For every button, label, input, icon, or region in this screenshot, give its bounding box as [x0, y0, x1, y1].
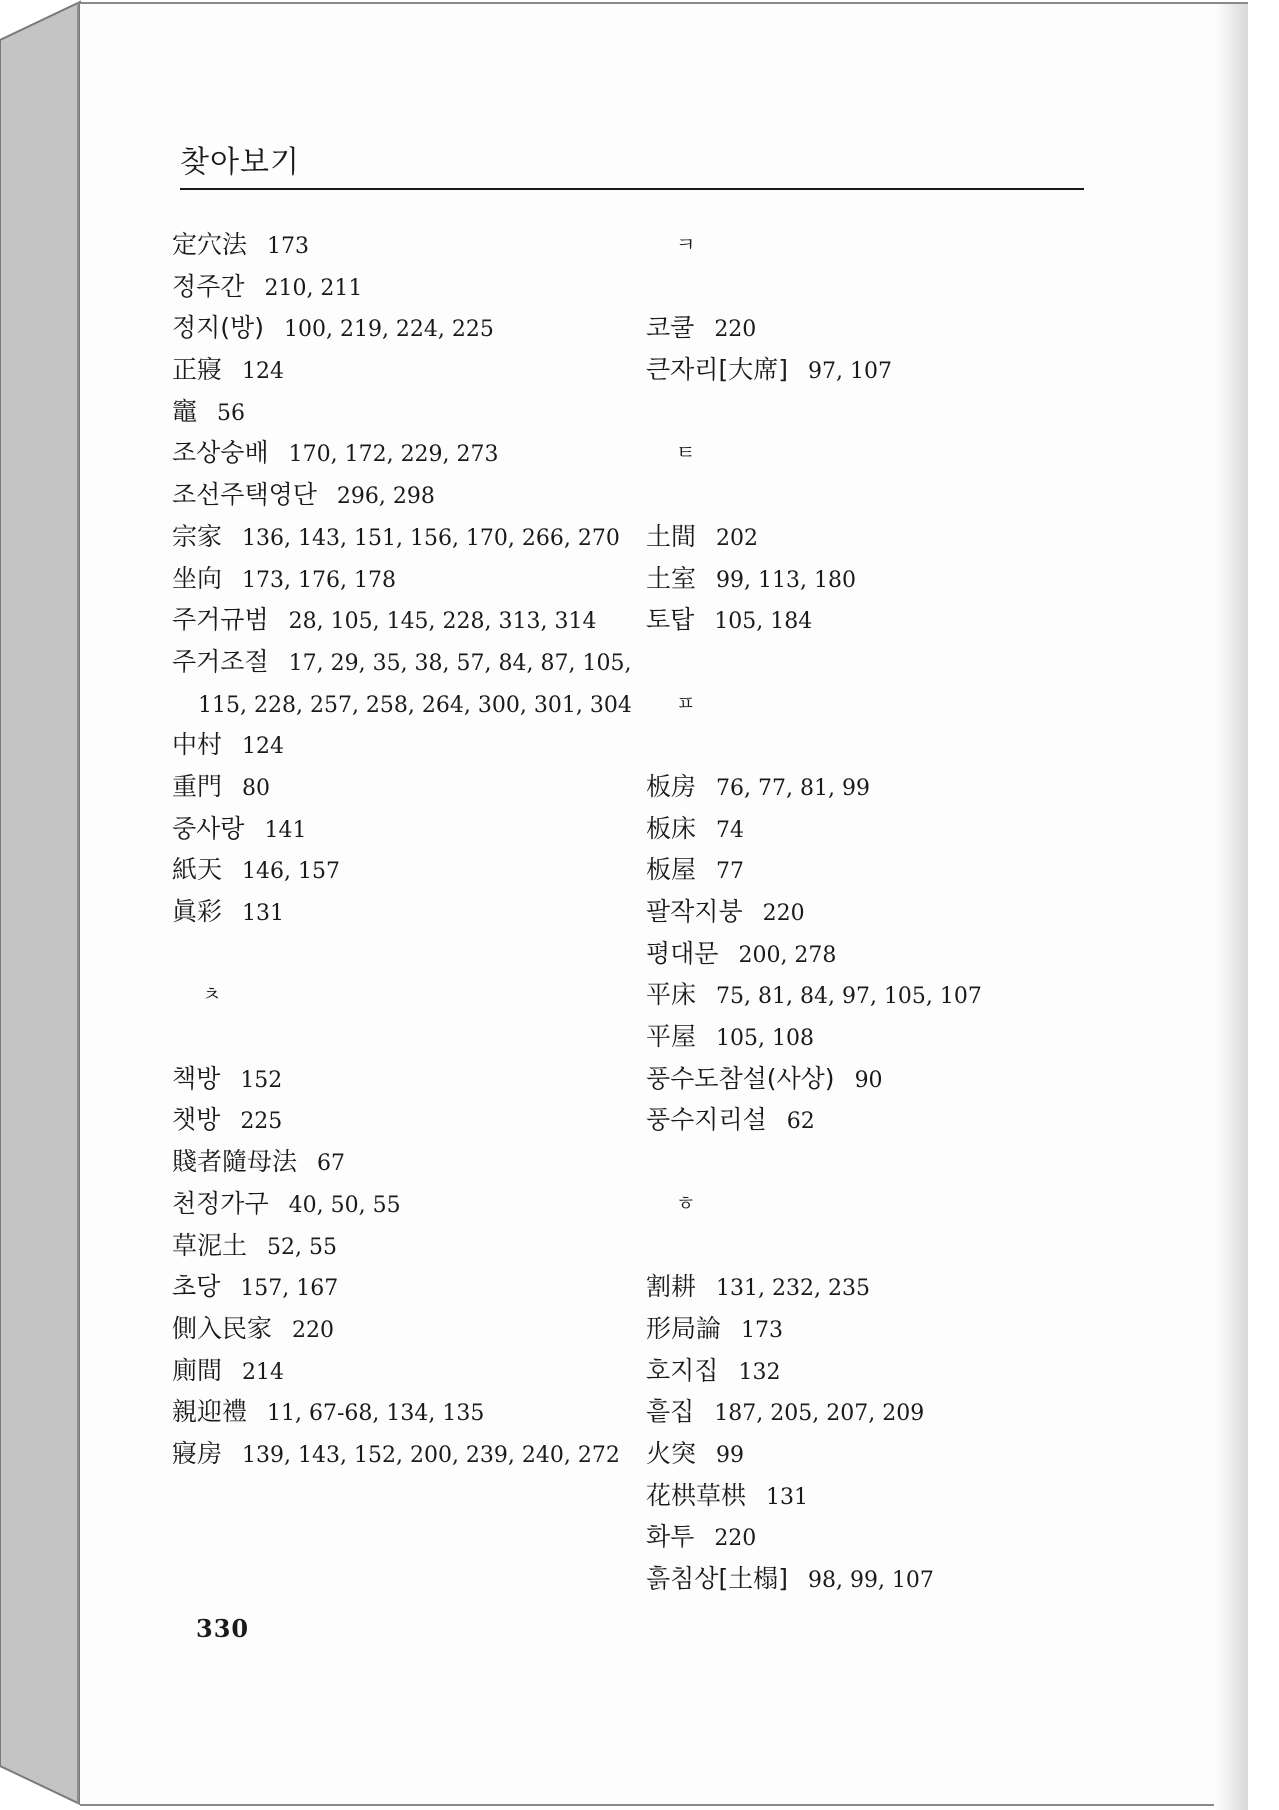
index-entry: [172, 1391, 642, 1433]
index-entry: [172, 1058, 642, 1100]
index-column-right: [646, 224, 1086, 1600]
index-term: 形局論: [646, 1313, 722, 1343]
header-divider: [180, 188, 1084, 190]
index-entry: [646, 558, 1086, 600]
index-entry: [172, 391, 642, 433]
index-spacer: [646, 1225, 1086, 1267]
page-number: 330: [196, 1614, 250, 1643]
index-term: 板床: [646, 813, 697, 843]
index-term: 호지집: [646, 1355, 719, 1385]
index-entry: [172, 307, 642, 349]
index-page-refs: 200, 278: [738, 942, 837, 968]
index-page-refs: 136, 143, 151, 156, 170, 266, 270: [242, 525, 620, 551]
index-page-refs: 187, 205, 207, 209: [714, 1401, 925, 1427]
index-page-refs: 141: [264, 817, 307, 843]
index-entry: [172, 1099, 642, 1141]
index-entry: [172, 1266, 642, 1308]
index-term: 廁間: [172, 1355, 223, 1385]
index-entry: [172, 891, 642, 933]
index-page-refs: 74: [716, 817, 745, 843]
index-page-refs: 124: [242, 359, 285, 385]
index-term: 平屋: [646, 1022, 697, 1052]
index-entry: [172, 1433, 642, 1475]
index-spacer: [646, 1141, 1086, 1183]
index-section-letter: ㅎ: [676, 1190, 696, 1215]
index-page-refs: 11, 67-68, 134, 135: [267, 1401, 485, 1427]
index-page-refs: 210, 211: [264, 275, 363, 301]
index-section-letter: ㅋ: [676, 232, 696, 256]
index-page-refs: 98, 99, 107: [807, 1568, 934, 1593]
index-term: 천정가구: [172, 1188, 269, 1218]
index-page-refs: 131, 232, 235: [716, 1276, 870, 1302]
index-page-refs: 173: [267, 234, 310, 259]
index-entry: [172, 1350, 642, 1392]
index-page-refs: 76, 77, 81, 99: [716, 775, 870, 801]
index-entry: [646, 1475, 1086, 1517]
index-term: 중사랑: [172, 813, 245, 843]
index-entry: [646, 516, 1086, 558]
index-page-refs: 139, 143, 152, 200, 239, 240, 272: [242, 1442, 620, 1468]
index-entry: [646, 1058, 1086, 1100]
index-entry: [646, 1558, 1086, 1600]
index-entry: [172, 1308, 642, 1350]
index-term: 側入民家: [172, 1313, 273, 1343]
index-term: 책방: [172, 1063, 221, 1093]
index-term: 평대문: [646, 938, 719, 968]
index-page-refs: 296, 298: [336, 484, 435, 510]
index-entry: [172, 599, 642, 641]
index-term: 草泥土: [172, 1230, 248, 1260]
index-page-refs: 131: [242, 901, 285, 926]
index-term: 紙天: [172, 855, 223, 885]
index-term: 큰자리[大席]: [646, 355, 788, 385]
index-entry: [646, 1350, 1086, 1392]
index-entry: [172, 1141, 642, 1183]
index-term: 定穴法: [172, 230, 248, 259]
index-page-refs: 56: [217, 400, 246, 426]
index-page-refs: 99: [716, 1442, 745, 1468]
index-page-refs: 146, 157: [242, 859, 340, 885]
index-term: 賤者隨母法: [172, 1147, 298, 1177]
index-page-refs: 28, 105, 145, 228, 313, 314: [288, 609, 597, 635]
index-term: 板屋: [646, 855, 697, 885]
index-page-refs: 90: [854, 1067, 883, 1093]
index-term: 坐向: [172, 563, 223, 593]
index-page-refs: 202: [716, 525, 759, 551]
index-term: 土間: [646, 521, 697, 551]
index-entry: [172, 724, 642, 766]
index-entry: [172, 849, 642, 891]
index-entry: [172, 224, 642, 266]
index-term: 풍수지리설: [646, 1105, 767, 1135]
index-term: 火突: [646, 1438, 697, 1468]
index-entry: [646, 1516, 1086, 1558]
index-term: 割耕: [646, 1272, 697, 1302]
index-entry: [172, 266, 642, 308]
index-page-refs: 132: [738, 1359, 781, 1385]
index-entry: [646, 766, 1086, 808]
index-entry: [172, 766, 642, 808]
index-page-refs: 105, 184: [714, 609, 813, 635]
index-entry: [646, 933, 1086, 975]
index-entry: [646, 349, 1086, 391]
index-page-refs: 225: [240, 1109, 283, 1135]
index-page-refs: 124: [242, 734, 285, 760]
index-page-refs: 220: [714, 1526, 757, 1552]
index-page-refs: 220: [714, 317, 757, 343]
index-entry: [646, 1099, 1086, 1141]
index-entry: [646, 1433, 1086, 1475]
index-term: 주거규범: [172, 605, 269, 635]
index-term: 宗家: [172, 521, 223, 551]
index-term: 花栱草栱: [646, 1480, 747, 1510]
index-term: 重門: [172, 771, 223, 801]
index-section-letter: ㅊ: [202, 982, 222, 1007]
index-page-refs: 173: [741, 1317, 784, 1343]
index-page-refs: 97, 107: [807, 359, 892, 385]
index-term: 正寢: [172, 355, 223, 385]
index-spacer: [172, 933, 642, 975]
index-term: 주거조절: [172, 646, 269, 676]
index-page-refs: 17, 29, 35, 38, 57, 84, 87, 105,: [288, 650, 632, 676]
index-page-refs: 67: [317, 1151, 346, 1177]
index-term: 챗방: [172, 1105, 221, 1135]
index-page-refs: 131: [766, 1484, 809, 1510]
index-page-refs: 152: [240, 1067, 283, 1093]
index-spacer: [646, 266, 1086, 308]
index-term: 흩집: [646, 1397, 695, 1427]
index-term: 土室: [646, 563, 697, 593]
index-entry: [646, 1266, 1086, 1308]
index-entry: [646, 599, 1086, 641]
index-spacer: [646, 724, 1086, 766]
index-page-refs: 170, 172, 229, 273: [288, 442, 499, 468]
index-page-refs: 75, 81, 84, 97, 105, 107: [716, 984, 982, 1010]
index-term: 정주간: [172, 271, 245, 301]
index-term: 조선주택영단: [172, 480, 317, 510]
index-page-refs: 220: [762, 901, 805, 926]
index-page-refs: 220: [292, 1317, 335, 1343]
index-term: 平床: [646, 980, 697, 1010]
index-entry: [172, 808, 642, 850]
index-page-refs: 105, 108: [716, 1026, 814, 1052]
index-page-refs: 77: [716, 859, 745, 885]
index-entry-continuation: [172, 683, 642, 725]
index-page-refs: 100, 219, 224, 225: [283, 317, 494, 343]
index-entry: [646, 974, 1086, 1016]
index-term: 眞彩: [172, 897, 223, 926]
index-entry: [172, 641, 642, 683]
index-term: 풍수도참설(사상): [646, 1063, 835, 1093]
index-page-refs: 173, 176, 178: [242, 567, 396, 593]
index-entry: [172, 516, 642, 558]
index-page-refs: 115, 228, 257, 258, 264, 300, 301, 304: [198, 692, 632, 718]
index-term: 토탑: [646, 605, 695, 635]
book-spine: [0, 0, 82, 1806]
index-page-refs: 52, 55: [267, 1234, 337, 1260]
index-page-refs: 40, 50, 55: [288, 1192, 401, 1218]
index-term: 조상숭배: [172, 438, 269, 468]
index-entry: [646, 808, 1086, 850]
index-entry: [646, 891, 1086, 933]
page-edge-shadow: [1214, 4, 1248, 1810]
index-page-refs: 214: [242, 1359, 285, 1385]
index-term: 親迎禮: [172, 1397, 248, 1427]
index-term: 板房: [646, 771, 697, 801]
page-title: 찾아보기: [180, 145, 300, 180]
index-entry: [172, 558, 642, 600]
index-term: 寢房: [172, 1438, 223, 1468]
index-entry: [172, 474, 642, 516]
index-term: 화투: [646, 1522, 695, 1552]
index-section-letter: ㅍ: [676, 690, 696, 715]
index-entry: [172, 1183, 642, 1225]
index-term: 팔작지붕: [646, 897, 743, 926]
index-entry: [172, 1225, 642, 1267]
index-section-letter: ㅌ: [676, 440, 696, 465]
index-column-left: [172, 224, 642, 1475]
index-term: 정지(방): [172, 313, 264, 343]
index-entry: [646, 1016, 1086, 1058]
index-page-refs: 157, 167: [240, 1276, 339, 1302]
index-entry: [646, 1308, 1086, 1350]
index-page-refs: 80: [242, 775, 271, 801]
index-term: 中村: [172, 730, 223, 760]
index-spacer: [646, 474, 1086, 516]
index-spacer: [646, 391, 1086, 433]
index-entry: [172, 432, 642, 474]
index-entry: [172, 349, 642, 391]
index-term: 초당: [172, 1272, 221, 1302]
index-term: 竈: [172, 396, 198, 426]
index-entry: [646, 1391, 1086, 1433]
index-page-refs: 99, 113, 180: [716, 567, 856, 593]
index-entry: [646, 307, 1086, 349]
index-term: 흙침상[土榻]: [646, 1564, 788, 1593]
index-term: 코쿨: [646, 313, 695, 343]
index-spacer: [646, 641, 1086, 683]
index-page-refs: 62: [786, 1109, 815, 1135]
index-spacer: [172, 1016, 642, 1058]
index-entry: [646, 849, 1086, 891]
